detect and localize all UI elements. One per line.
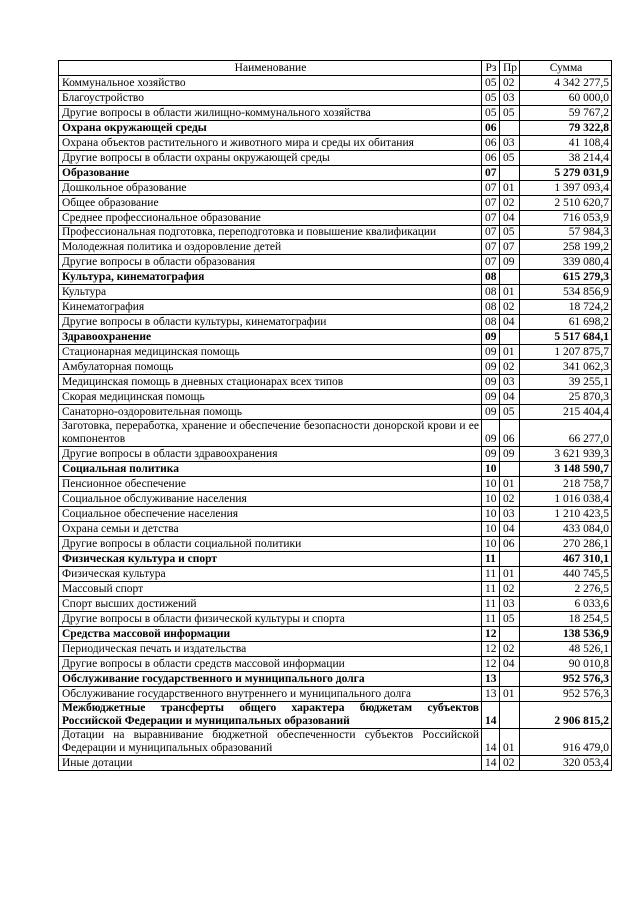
cell-sum: 38 214,4 — [520, 151, 612, 166]
cell-rz: 10 — [482, 522, 500, 537]
cell-pr: 05 — [500, 151, 520, 166]
cell-name: Обслуживание государственного внутреннего и муниципального долга — [59, 687, 482, 702]
cell-sum: 258 199,2 — [520, 240, 612, 255]
cell-name: Другие вопросы в области жилищно-коммунального хозяйства — [59, 106, 482, 121]
cell-pr: 01 — [500, 729, 520, 756]
cell-sum: 916 479,0 — [520, 729, 612, 756]
cell-pr: 02 — [500, 360, 520, 375]
cell-pr: 02 — [500, 196, 520, 211]
cell-rz: 10 — [482, 477, 500, 492]
cell-sum: 952 576,3 — [520, 672, 612, 687]
table-row — [59, 657, 612, 672]
cell-rz: 05 — [482, 91, 500, 106]
cell-sum: 341 062,3 — [520, 360, 612, 375]
cell-pr: 04 — [500, 390, 520, 405]
cell-sum: 5 279 031,9 — [520, 166, 612, 181]
table-row — [59, 166, 612, 181]
cell-name: Охрана окружающей среды — [59, 121, 482, 136]
cell-name: Амбулаторная помощь — [59, 360, 482, 375]
cell-pr: 05 — [500, 106, 520, 121]
table-row — [59, 300, 612, 315]
cell-pr: 04 — [500, 522, 520, 537]
cell-rz: 06 — [482, 121, 500, 136]
table-row — [59, 642, 612, 657]
cell-pr: 09 — [500, 255, 520, 270]
table-row — [59, 597, 612, 612]
cell-sum: 2 276,5 — [520, 582, 612, 597]
table-row — [59, 136, 612, 151]
table-row — [59, 330, 612, 345]
cell-pr: 01 — [500, 181, 520, 196]
cell-pr: 03 — [500, 136, 520, 151]
cell-sum: 2 906 815,2 — [520, 702, 612, 729]
cell-pr — [500, 672, 520, 687]
header-pr: Пр — [500, 61, 520, 76]
cell-name: Образование — [59, 166, 482, 181]
header-sum: Сумма — [520, 61, 612, 76]
cell-pr: 02 — [500, 582, 520, 597]
table-row — [59, 582, 612, 597]
cell-name: Другие вопросы в области физической культуры и спорта — [59, 612, 482, 627]
cell-name: Обслуживание государственного и муниципального долга — [59, 672, 482, 687]
cell-pr: 05 — [500, 405, 520, 420]
table-row — [59, 211, 612, 226]
cell-sum: 61 698,2 — [520, 315, 612, 330]
cell-rz: 12 — [482, 642, 500, 657]
cell-sum: 1 016 038,4 — [520, 492, 612, 507]
cell-pr: 02 — [500, 492, 520, 507]
cell-rz: 09 — [482, 405, 500, 420]
cell-name: Скорая медицинская помощь — [59, 390, 482, 405]
cell-rz: 08 — [482, 285, 500, 300]
cell-sum: 39 255,1 — [520, 375, 612, 390]
table-row — [59, 477, 612, 492]
table-row — [59, 181, 612, 196]
cell-sum: 4 342 277,5 — [520, 76, 612, 91]
cell-pr: 05 — [500, 226, 520, 240]
cell-rz: 14 — [482, 756, 500, 771]
cell-name: Спорт высших достижений — [59, 597, 482, 612]
cell-rz: 09 — [482, 420, 500, 447]
cell-rz: 06 — [482, 136, 500, 151]
cell-rz: 11 — [482, 567, 500, 582]
cell-sum: 2 510 620,7 — [520, 196, 612, 211]
cell-rz: 08 — [482, 300, 500, 315]
cell-name: Коммунальное хозяйство — [59, 76, 482, 91]
cell-sum: 3 621 939,3 — [520, 447, 612, 462]
cell-sum: 320 053,4 — [520, 756, 612, 771]
cell-pr — [500, 462, 520, 477]
table-row — [59, 687, 612, 702]
cell-pr: 04 — [500, 657, 520, 672]
cell-pr: 04 — [500, 315, 520, 330]
cell-rz: 09 — [482, 330, 500, 345]
table-row — [59, 462, 612, 477]
cell-name: Физическая культура и спорт — [59, 552, 482, 567]
cell-rz: 09 — [482, 360, 500, 375]
table-row — [59, 672, 612, 687]
cell-pr: 03 — [500, 597, 520, 612]
cell-sum: 1 207 875,7 — [520, 345, 612, 360]
cell-pr: 06 — [500, 537, 520, 552]
cell-rz: 08 — [482, 315, 500, 330]
cell-name: Санаторно-оздоровительная помощь — [59, 405, 482, 420]
cell-sum: 5 517 684,1 — [520, 330, 612, 345]
cell-sum: 215 404,4 — [520, 405, 612, 420]
cell-pr: 01 — [500, 285, 520, 300]
cell-rz: 07 — [482, 196, 500, 211]
cell-rz: 10 — [482, 462, 500, 477]
table-row — [59, 405, 612, 420]
cell-name: Другие вопросы в области охраны окружающей среды — [59, 151, 482, 166]
cell-rz: 09 — [482, 390, 500, 405]
table-row — [59, 537, 612, 552]
cell-pr: 03 — [500, 507, 520, 522]
cell-name: Медицинская помощь в дневных стационарах всех типов — [59, 375, 482, 390]
cell-sum: 138 536,9 — [520, 627, 612, 642]
cell-sum: 66 277,0 — [520, 420, 612, 447]
table-row — [59, 702, 612, 729]
cell-name: Молодежная политика и оздоровление детей — [59, 240, 482, 255]
cell-pr: 01 — [500, 687, 520, 702]
cell-sum: 41 108,4 — [520, 136, 612, 151]
table-row — [59, 196, 612, 211]
table-row — [59, 375, 612, 390]
cell-rz: 09 — [482, 345, 500, 360]
cell-pr — [500, 330, 520, 345]
cell-sum: 60 000,0 — [520, 91, 612, 106]
cell-pr — [500, 121, 520, 136]
cell-rz: 10 — [482, 492, 500, 507]
table-row — [59, 240, 612, 255]
cell-name: Социальная политика — [59, 462, 482, 477]
cell-sum: 270 286,1 — [520, 537, 612, 552]
cell-sum: 18 724,2 — [520, 300, 612, 315]
cell-name: Охрана объектов растительного и животного мира и среды их обитания — [59, 136, 482, 151]
cell-rz: 07 — [482, 255, 500, 270]
table-row — [59, 627, 612, 642]
cell-name: Дотации на выравнивание бюджетной обеспеченности субъектов Российской Федерации и муниципальных образований — [59, 729, 482, 756]
cell-name: Благоустройство — [59, 91, 482, 106]
table-row — [59, 756, 612, 771]
cell-rz: 05 — [482, 76, 500, 91]
cell-rz: 11 — [482, 597, 500, 612]
cell-sum: 534 856,9 — [520, 285, 612, 300]
table-row — [59, 612, 612, 627]
cell-pr: 05 — [500, 612, 520, 627]
cell-pr — [500, 702, 520, 729]
cell-pr: 06 — [500, 420, 520, 447]
cell-name: Другие вопросы в области здравоохранения — [59, 447, 482, 462]
table-row — [59, 492, 612, 507]
table-row — [59, 226, 612, 240]
cell-name: Заготовка, переработка, хранение и обеспечение безопасности донорской крови и ее компонентов — [59, 420, 482, 447]
cell-rz: 06 — [482, 151, 500, 166]
table-header-row — [59, 61, 612, 76]
table-row — [59, 360, 612, 375]
cell-pr: 03 — [500, 91, 520, 106]
cell-pr: 03 — [500, 375, 520, 390]
cell-sum: 716 053,9 — [520, 211, 612, 226]
cell-rz: 10 — [482, 507, 500, 522]
cell-pr — [500, 552, 520, 567]
cell-rz: 09 — [482, 447, 500, 462]
table-row — [59, 447, 612, 462]
cell-rz: 07 — [482, 211, 500, 226]
cell-rz: 07 — [482, 181, 500, 196]
cell-pr — [500, 270, 520, 285]
cell-sum: 218 758,7 — [520, 477, 612, 492]
cell-sum: 433 084,0 — [520, 522, 612, 537]
cell-sum: 79 322,8 — [520, 121, 612, 136]
cell-pr: 02 — [500, 756, 520, 771]
cell-rz: 14 — [482, 729, 500, 756]
cell-rz: 11 — [482, 552, 500, 567]
cell-name: Иные дотации — [59, 756, 482, 771]
cell-rz: 08 — [482, 270, 500, 285]
cell-name: Стационарная медицинская помощь — [59, 345, 482, 360]
table-row — [59, 507, 612, 522]
cell-rz: 07 — [482, 226, 500, 240]
cell-pr — [500, 166, 520, 181]
cell-name: Другие вопросы в области средств массовой информации — [59, 657, 482, 672]
cell-pr: 02 — [500, 642, 520, 657]
header-rz: Рз — [482, 61, 500, 76]
cell-rz: 07 — [482, 166, 500, 181]
cell-pr: 01 — [500, 567, 520, 582]
table-row — [59, 552, 612, 567]
cell-name: Другие вопросы в области культуры, кинематографии — [59, 315, 482, 330]
cell-pr: 01 — [500, 477, 520, 492]
table-row — [59, 729, 612, 756]
cell-sum: 339 080,4 — [520, 255, 612, 270]
table-row — [59, 522, 612, 537]
table-row — [59, 106, 612, 121]
cell-name: Профессиональная подготовка, переподготовка и повышение квалификации — [59, 226, 482, 240]
budget-table — [58, 60, 612, 771]
cell-name: Дошкольное образование — [59, 181, 482, 196]
cell-rz: 09 — [482, 375, 500, 390]
cell-sum: 3 148 590,7 — [520, 462, 612, 477]
table-row — [59, 315, 612, 330]
cell-pr: 01 — [500, 345, 520, 360]
cell-name: Среднее профессиональное образование — [59, 211, 482, 226]
cell-sum: 59 767,2 — [520, 106, 612, 121]
table-row — [59, 567, 612, 582]
cell-sum: 615 279,3 — [520, 270, 612, 285]
cell-name: Общее образование — [59, 196, 482, 211]
table-row — [59, 255, 612, 270]
cell-sum: 952 576,3 — [520, 687, 612, 702]
cell-name: Периодическая печать и издательства — [59, 642, 482, 657]
cell-sum: 57 984,3 — [520, 226, 612, 240]
cell-name: Массовый спорт — [59, 582, 482, 597]
table-row — [59, 151, 612, 166]
cell-name: Физическая культура — [59, 567, 482, 582]
cell-pr: 02 — [500, 76, 520, 91]
cell-rz: 05 — [482, 106, 500, 121]
table-row — [59, 345, 612, 360]
cell-name: Здравоохранение — [59, 330, 482, 345]
cell-sum: 18 254,5 — [520, 612, 612, 627]
cell-rz: 12 — [482, 627, 500, 642]
cell-name: Охрана семьи и детства — [59, 522, 482, 537]
cell-name: Социальное обслуживание населения — [59, 492, 482, 507]
cell-sum: 90 010,8 — [520, 657, 612, 672]
table-body — [59, 76, 612, 771]
cell-rz: 13 — [482, 672, 500, 687]
cell-rz: 13 — [482, 687, 500, 702]
cell-name: Другие вопросы в области образования — [59, 255, 482, 270]
cell-pr: 09 — [500, 447, 520, 462]
cell-rz: 10 — [482, 537, 500, 552]
table-row — [59, 76, 612, 91]
cell-sum: 1 210 423,5 — [520, 507, 612, 522]
cell-rz: 12 — [482, 657, 500, 672]
cell-sum: 48 526,1 — [520, 642, 612, 657]
cell-name: Кинематография — [59, 300, 482, 315]
cell-sum: 6 033,6 — [520, 597, 612, 612]
cell-pr — [500, 627, 520, 642]
table-row — [59, 91, 612, 106]
table-row — [59, 121, 612, 136]
cell-pr: 02 — [500, 300, 520, 315]
cell-name: Другие вопросы в области социальной политики — [59, 537, 482, 552]
cell-rz: 11 — [482, 582, 500, 597]
cell-name: Культура — [59, 285, 482, 300]
table-row — [59, 390, 612, 405]
cell-name: Пенсионное обеспечение — [59, 477, 482, 492]
table-row — [59, 420, 612, 447]
cell-name: Культура, кинематография — [59, 270, 482, 285]
header-name: Наименование — [59, 61, 482, 76]
cell-name: Межбюджетные трансферты общего характера бюджетам субъектов Российской Федерации и муниципальных образований — [59, 702, 482, 729]
table-row — [59, 285, 612, 300]
cell-sum: 467 310,1 — [520, 552, 612, 567]
table-row — [59, 270, 612, 285]
cell-sum: 440 745,5 — [520, 567, 612, 582]
cell-rz: 11 — [482, 612, 500, 627]
cell-sum: 1 397 093,4 — [520, 181, 612, 196]
cell-rz: 07 — [482, 240, 500, 255]
budget-page — [58, 60, 611, 771]
cell-rz: 14 — [482, 702, 500, 729]
cell-name: Социальное обеспечение населения — [59, 507, 482, 522]
cell-name: Средства массовой информации — [59, 627, 482, 642]
cell-pr: 04 — [500, 211, 520, 226]
cell-pr: 07 — [500, 240, 520, 255]
cell-sum: 25 870,3 — [520, 390, 612, 405]
